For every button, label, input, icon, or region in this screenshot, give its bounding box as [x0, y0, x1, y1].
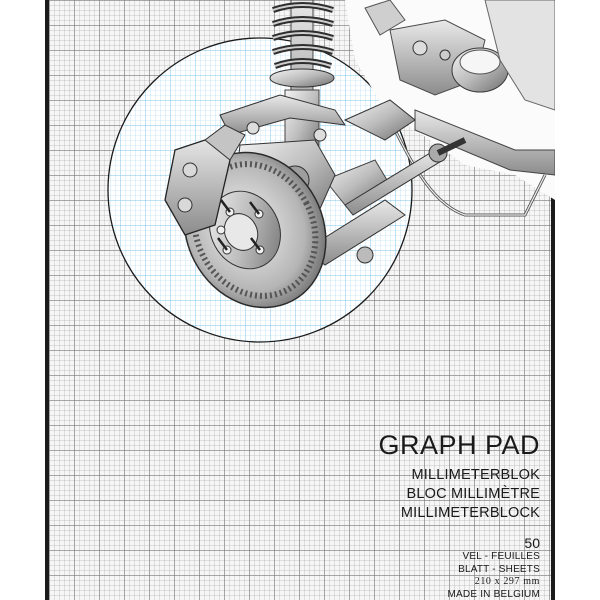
suspension-illustration	[45, 0, 555, 360]
sheet-count: 50	[524, 535, 540, 551]
subtitle-german: MILLIMETERBLOCK	[400, 505, 540, 521]
sheet-label-de-en: BLATT - SHEETS	[458, 563, 540, 575]
product-title: GRAPH PAD	[378, 430, 540, 460]
paper-dimensions: 210 x 297 mm	[474, 576, 540, 587]
sheet-label-nl-fr: VEL - FEUILLES	[462, 551, 540, 562]
country-of-origin: MADE IN BELGIUM	[447, 588, 540, 600]
subtitle-dutch: MILLIMETERBLOK	[411, 467, 540, 483]
cover-text-block	[320, 430, 540, 600]
subtitle-french: BLOC MILLIMÈTRE	[406, 486, 540, 502]
